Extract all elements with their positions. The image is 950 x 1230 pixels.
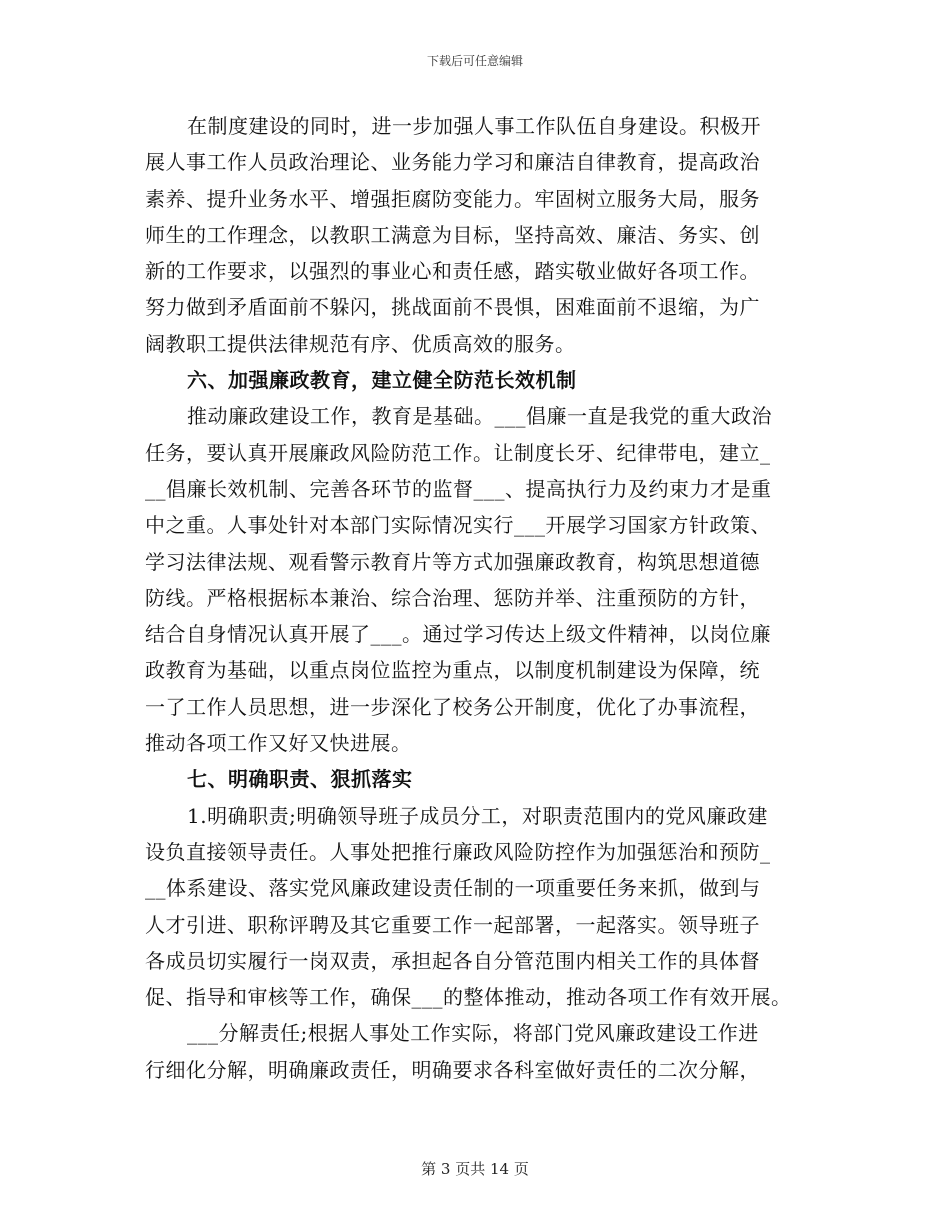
text-line: 新的工作要求，以强烈的事业心和责任感，踏实敬业做好各项工作。 [145,259,760,284]
paragraph-decompose-responsibility [145,1015,825,1088]
heading-text: 六、加强廉政教育，建立健全防范长效机制 [187,368,577,393]
text-line: 推动廉政建设工作，教育是基础。___倡廉一直是我党的重大政治 [187,404,772,429]
text-line: 防线。严格根据标本兼治、综合治理、惩防并举、注重预防的方针， [145,585,760,610]
text-line: 结合自身情况认真开展了___。通过学习传达上级文件精神，以岗位廉 [145,622,771,647]
text-line: 师生的工作理念，以教职工满意为目标，坚持高效、廉洁、务实、创 [145,222,760,247]
section-heading-6 [145,362,825,398]
text-line: 各成员切实履行一岗双责，承担起各自分管范围内相关工作的具体督 [145,948,760,973]
text-line: 中之重。人事处针对本部门实际情况实行___开展学习国家方针政策、 [145,513,771,538]
text-line: 一了工作人员思想，进一步深化了校务公开制度，优化了办事流程， [145,694,760,719]
heading-text: 七、明确职责、狠抓落实 [187,767,413,792]
text-line: 促、指导和审核等工作，确保___的整体推动，推动各项工作有效开展。 [145,985,792,1010]
section-heading-7 [145,761,825,797]
text-line: __体系建设、落实党风廉政建设责任制的一项重要任务来抓，做到与 [145,876,761,901]
paragraph-clarify-duties [145,798,825,1016]
text-line: 人才引进、职称评聘及其它重要工作一起部署，一起落实。领导班子 [145,912,760,937]
text-line: 政教育为基础，以重点岗位监控为重点，以制度机制建设为保障，统 [145,658,760,683]
paragraph-integrity-education [145,398,825,761]
text-line: 在制度建设的同时，进一步加强人事工作队伍自身建设。积极开 [187,114,761,138]
text-line: 设负直接领导责任。人事处把推行廉政风险防控作为加强惩治和预防_ [145,839,771,864]
page-header: 下载后可任意编辑 [426,54,523,68]
document-body [145,108,825,1088]
text-line: 阔教职工提供法律规范有序、优质高效的服务。 [145,331,576,356]
text-line: __倡廉长效机制、完善各环节的监督___、提高执行力及约束力才是重 [145,476,772,501]
text-line: 行细化分解，明确廉政责任，明确要求各科室做好责任的二次分解， [145,1057,760,1082]
text-line: 任务，要认真开展廉政风险防范工作。让制度长牙、纪律带电，建立_ [145,440,771,465]
text-line: 展人事工作人员政治理论、业务能力学习和廉洁自律教育，提高政治 [145,150,760,175]
text-line: 素养、提升业务水平、增强拒腐防变能力。牢固树立服务大局，服务 [145,186,760,211]
text-line: 推动各项工作又好又快进展。 [145,731,412,756]
paragraph-team-building [145,108,825,362]
text-line: 努力做到矛盾面前不躲闪，挑战面前不畏惧，困难面前不退缩，为广 [145,295,760,320]
text-line: 学习法律法规、观看警示教育片等方式加强廉政教育，构筑思想道德 [145,549,760,574]
page-number: 第 3 页共 14 页 [421,1160,529,1178]
text-line: ___分解责任;根据人事处工作实际，将部门党风廉政建设工作进 [187,1021,759,1046]
text-line: 1.明确职责;明确领导班子成员分工，对职责范围内的党风廉政建 [187,803,768,828]
